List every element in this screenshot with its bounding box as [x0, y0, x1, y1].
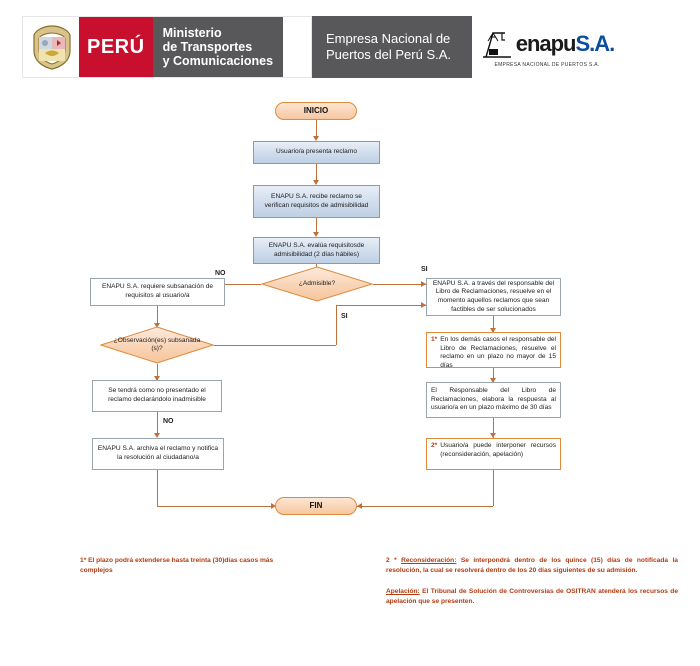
node-resuelve-15-dias	[426, 332, 561, 368]
ministry-line-1: Ministerio	[162, 26, 222, 40]
connector-d1-right	[373, 284, 426, 285]
ministry-name	[153, 17, 283, 77]
peru-wordmark	[79, 17, 283, 77]
node-recursos-text: Usuario/a puede interponer recursos (reconsideración, apelación)	[440, 442, 556, 458]
node-usuario-presenta-reclamo: Usuario/a presenta reclamo	[253, 141, 380, 164]
decision-observacion-subsanada	[100, 326, 214, 364]
decision-admisible-label: ¿Admisible?	[298, 279, 336, 287]
edge-label-si-2: SI	[341, 313, 348, 320]
node-archiva-y-notifica: ENAPU S.A. archiva el reclamo y notifica la resolución al ciudadano/a	[92, 438, 224, 470]
page-header	[22, 16, 622, 78]
ministry-line-2: de Transportes	[162, 40, 253, 54]
node-no-presentado-inadmisible: Se tendrá como no presentado el reclamo declarándolo inadmisible	[92, 380, 222, 412]
decision-admisible	[261, 266, 373, 302]
node-fin: FIN	[275, 497, 357, 515]
edge-label-si-1: SI	[421, 266, 428, 273]
connector-right-to-fin	[357, 506, 493, 507]
edge-label-no-2: NO	[163, 418, 174, 425]
node-recibe-reclamo: ENAPU S.A. recibe reclamo se verifican requisitos de admisibilidad	[253, 185, 380, 218]
node-resuelve-en-el-momento: ENAPU S.A. a través del responsable del Libro de Reclamaciones, resuelve en el momento aquellos reclamos que sean factibles de ser solucionados	[426, 278, 561, 316]
footnote-reconsideracion-text: Se interpondrá dentro de los quince (15) días de notificada la resolución, la cual se resolverá dentro de los 20 días siguientes de su admisión.	[386, 557, 678, 574]
connector-d2-up	[336, 305, 337, 345]
entity-name	[312, 31, 451, 63]
footnote-apelacion-title: Apelación:	[386, 588, 420, 596]
ministry-block	[22, 16, 312, 78]
connector-n10-down	[493, 470, 494, 506]
footnote-right-marker: 2 *	[386, 557, 397, 564]
footnote-left	[80, 556, 300, 575]
node-recursos-impugnatorios	[426, 438, 561, 470]
entity-line-1: Empresa Nacional de	[326, 31, 451, 46]
node-resuelve-15-dias-text: En los demás casos el responsable del Libro de Reclamaciones, resuelve el reclamo en un plazo no mayor de 15 días	[440, 336, 556, 369]
connector-inicio-to-n1	[316, 120, 317, 137]
entity-block	[312, 16, 622, 78]
entity-line-2: Puertos del Perú S.A.	[326, 47, 452, 62]
enapu-brand	[480, 27, 615, 61]
edge-label-no-1: NO	[215, 270, 226, 277]
node-evalua-requisitos: ENAPU S.A. evalúa requisitosde admisibilidad (2 días hábiles)	[253, 237, 380, 264]
enapu-logo-subtitle: EMPRESA NACIONAL DE PUERTOS S.A.	[494, 61, 600, 68]
footnote-right	[386, 556, 678, 606]
connector-d2-right	[214, 345, 336, 346]
connector-n6-down	[157, 470, 158, 506]
enapu-brand-accent: S.A.	[575, 30, 615, 56]
ministry-line-3: y Comunicaciones	[162, 54, 274, 68]
footnote-apelacion-text: El Tribunal de Solución de Controversias de OSITRAN atenderá los recursos de apelación que se presenten.	[386, 588, 678, 605]
decision-observacion-label: ¿Observación(es) subsanada (s)?	[113, 336, 201, 352]
connector-d2-to-n7	[336, 305, 426, 306]
node-respuesta-30-dias: El Responsable del Libro de Reclamaciones, elabora la respuesta al usuario/a en un plazo máximo de 30 días	[426, 382, 561, 418]
footnote-left-text: El plazo podrá extenderse hasta treinta (30)días casos más complejos	[80, 557, 274, 574]
node-inicio: INICIO	[275, 102, 357, 120]
port-crane-icon	[480, 27, 514, 61]
peru-coat-of-arms-icon	[29, 23, 75, 71]
footnote-marker-1: 1*	[431, 336, 438, 343]
connector-n2-n3	[316, 218, 317, 233]
node-requiere-subsanacion: ENAPU S.A. requiere subsanación de requisitos al usuario/a	[90, 278, 225, 306]
connector-n1-n2	[316, 164, 317, 181]
peru-label: PERÚ	[79, 17, 153, 77]
footnote-marker-2: 2*	[431, 442, 438, 449]
enapu-brand-text: enapu	[515, 30, 576, 56]
footnote-left-marker: 1*	[80, 557, 87, 564]
arrowhead	[357, 503, 362, 509]
enapu-logo	[472, 16, 622, 78]
footnote-reconsideracion-title: Reconsideración:	[401, 557, 457, 564]
connector-left-to-fin	[157, 506, 275, 507]
